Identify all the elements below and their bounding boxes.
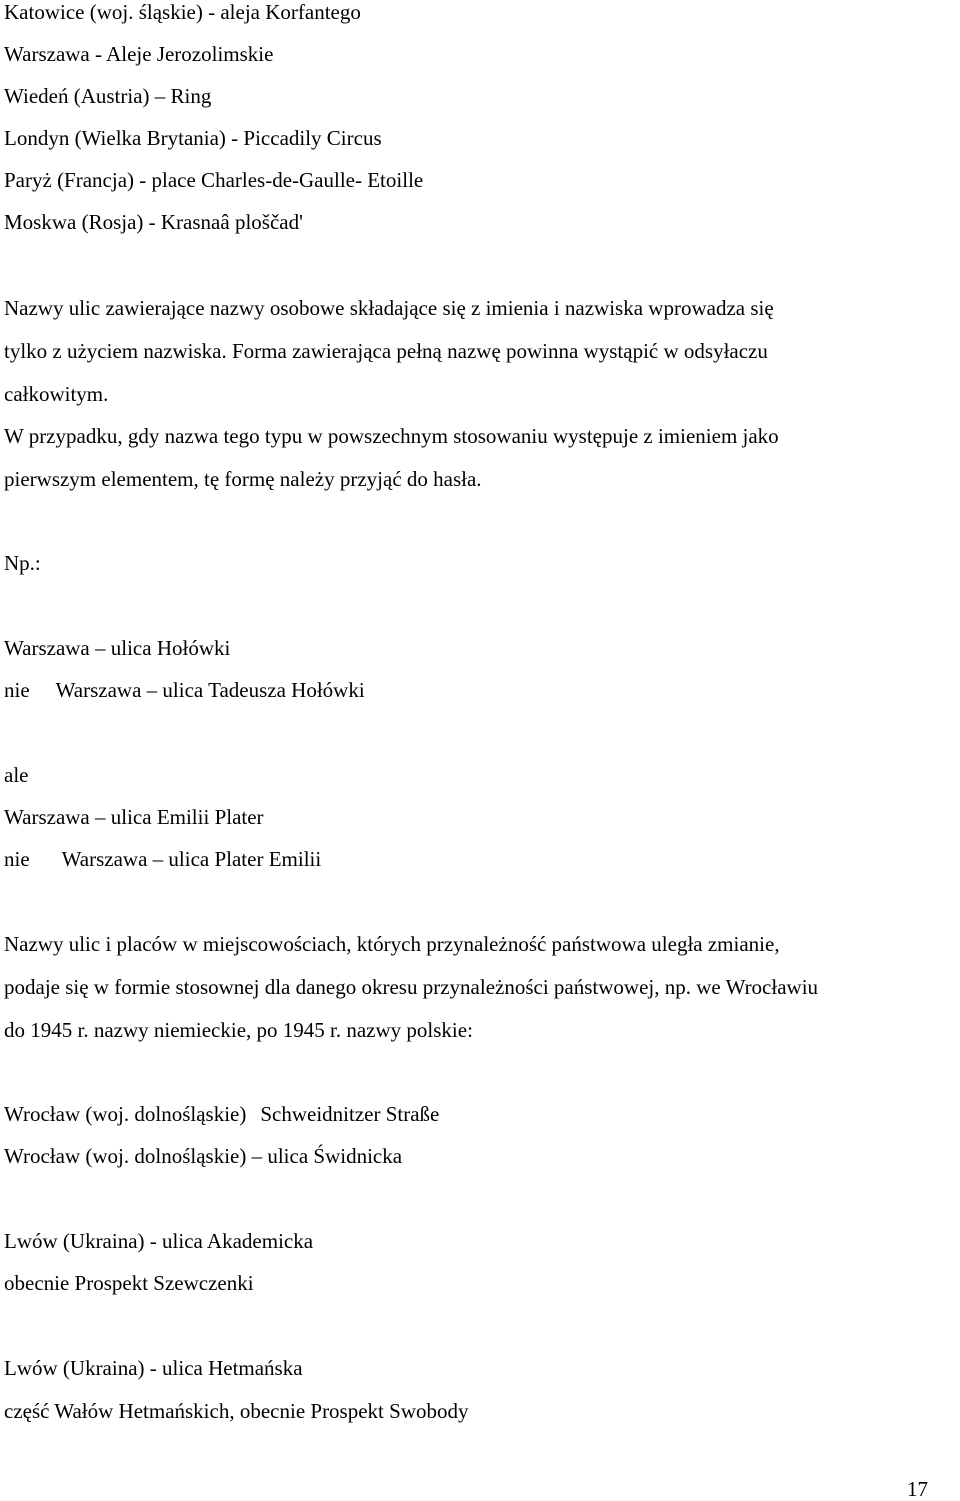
list-item: Katowice (woj. śląskie) - aleja Korfantego <box>4 0 361 24</box>
paragraph-line: W przypadku, gdy nazwa tego typu w powszechnym stosowaniu występuje z imieniem jako <box>4 424 779 448</box>
example-line <box>4 1102 439 1126</box>
nie-label: nie <box>4 847 30 871</box>
example-wrong: Warszawa – ulica Plater Emilii <box>61 847 322 871</box>
example-line: Lwów (Ukraina) - ulica Hetmańska <box>4 1356 303 1380</box>
example-wrong-line <box>4 678 365 702</box>
nie-label: nie <box>4 678 30 702</box>
list-item: Paryż (Francja) - place Charles-de-Gaulle- Etoille <box>4 168 424 192</box>
example-wrong: Warszawa – ulica Tadeusza Hołówki <box>55 678 365 702</box>
paragraph-line: podaje się w formie stosownej dla danego okresu przynależności państwowej, np. we Wrocławiu <box>4 975 819 999</box>
paragraph-line: całkowitym. <box>4 382 109 406</box>
example-line: część Wałów Hetmańskich, obecnie Prospekt Swobody <box>4 1399 469 1423</box>
page-number: 17 <box>907 1477 928 1501</box>
list-item: Londyn (Wielka Brytania) - Piccadily Circus <box>4 126 382 150</box>
paragraph-line: do 1945 r. nazwy niemieckie, po 1945 r. nazwy polskie: <box>4 1018 473 1042</box>
wroclaw-prefix: Wrocław (woj. dolnośląskie) <box>4 1102 247 1126</box>
example-line: obecnie Prospekt Szewczenki <box>4 1271 254 1295</box>
example-label: Np.: <box>4 551 41 575</box>
list-item: Warszawa - Aleje Jerozolimskie <box>4 42 274 66</box>
wroclaw-german-name: Schweidnitzer Straße <box>260 1102 440 1126</box>
example-correct: Warszawa – ulica Hołówki <box>4 636 231 660</box>
example-correct: Warszawa – ulica Emilii Plater <box>4 805 264 829</box>
paragraph-line: tylko z użyciem nazwiska. Forma zawierająca pełną nazwę powinna wystąpić w odsyłaczu <box>4 339 768 363</box>
ale-label: ale <box>4 763 29 787</box>
list-item: Wiedeń (Austria) – Ring <box>4 84 212 108</box>
example-line: Lwów (Ukraina) - ulica Akademicka <box>4 1229 314 1253</box>
paragraph-line: Nazwy ulic i placów w miejscowościach, których przynależność państwowa uległa zmianie, <box>4 932 780 956</box>
paragraph-line: Nazwy ulic zawierające nazwy osobowe składające się z imienia i nazwiska wprowadza się <box>4 296 774 320</box>
example-line: Wrocław (woj. dolnośląskie) – ulica Świdnicka <box>4 1144 403 1168</box>
example-wrong-line <box>4 847 321 871</box>
list-item: Moskwa (Rosja) - Krasnaâ ploščad' <box>4 210 303 234</box>
paragraph-line: pierwszym elementem, tę formę należy przyjąć do hasła. <box>4 467 482 491</box>
